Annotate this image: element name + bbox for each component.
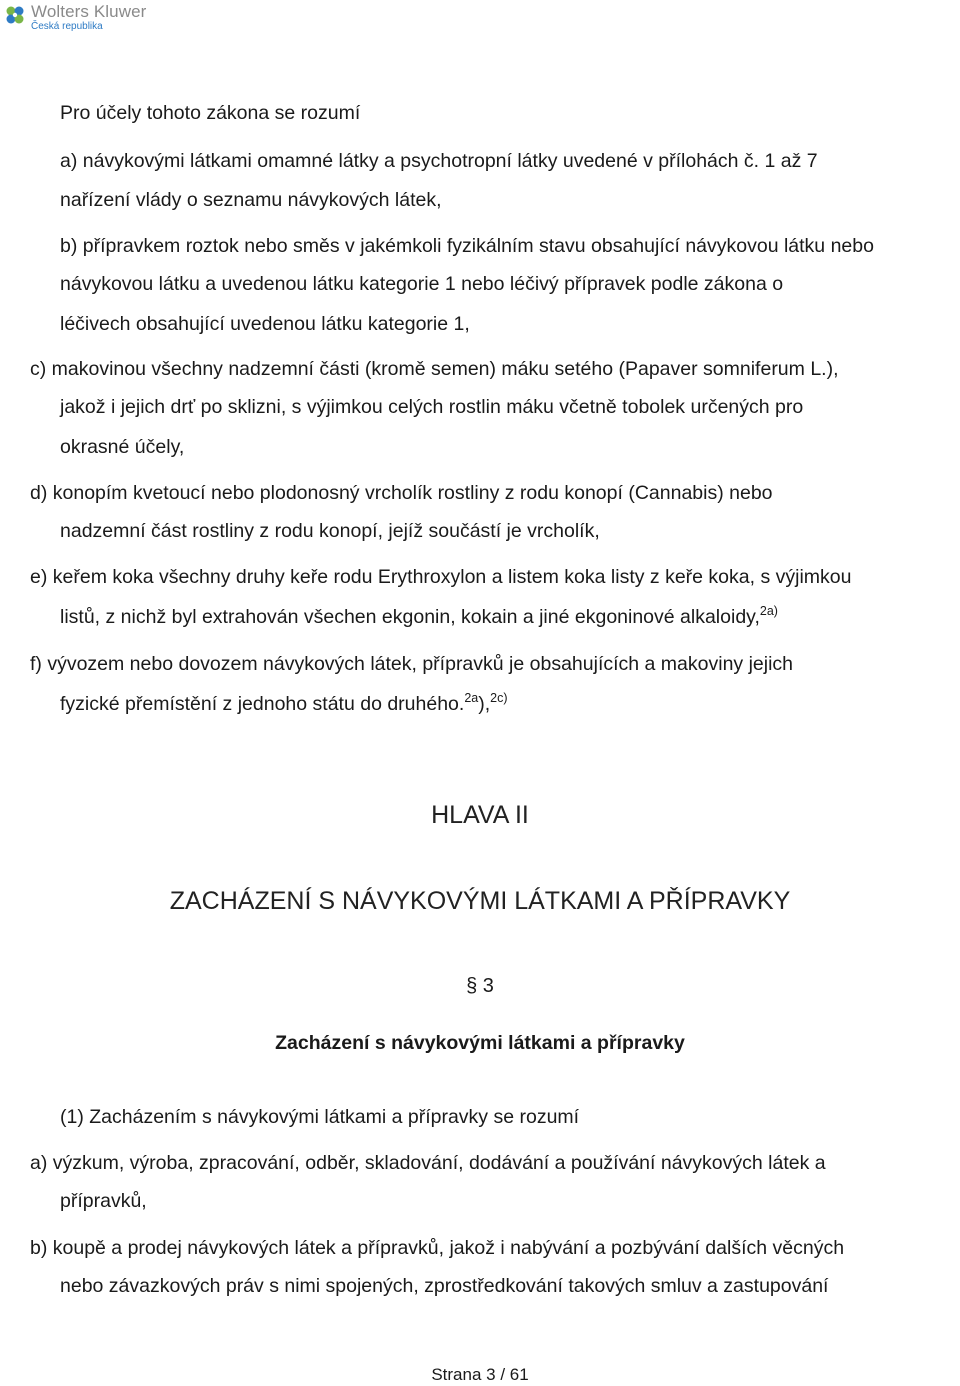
footnote-ref-2a: 2a) [759,604,778,618]
definition-f-text: fyzické přemístění z jednoho státu do druhého. [60,693,465,715]
subsection-1-a-line1: a) výzkum, výroba, zpracování, odběr, skladování, dodávání a používání návykových látek a [30,1152,826,1174]
definition-d-line1: d) konopím kvetoucí nebo plodonosný vrcholík rostliny z rodu konopí (Cannabis) nebo [30,482,773,504]
page-number: Strana 3 / 61 [431,1365,529,1384]
subsection-1-a-line2: přípravků, [60,1190,147,1212]
section-title: Zacházení s návykovými látkami a přípravky [275,1032,685,1054]
definition-b-line2: návykovou látku a uvedenou látku kategorie 1 nebo léčivý přípravek podle zákona o [60,273,784,295]
brand-name: Wolters Kluwer [31,2,147,21]
section-number: § 3 [466,975,494,997]
part-title: ZACHÁZENÍ S NÁVYKOVÝMI LÁTKAMI A PŘÍPRAVKY [169,887,791,915]
definition-e-text: listů, z nichž byl extrahován všechen ekgonin, kokain a jiné ekgoninové alkaloidy, [60,606,760,628]
definition-f-line1: f) vývozem nebo dovozem návykových látek, přípravků je obsahujících a makoviny jejich [30,653,794,675]
definition-d-line2: nadzemní část rostliny z rodu konopí, jejíž součástí je vrcholík, [60,520,600,542]
subsection-1-b-line1: b) koupě a prodej návykových látek a přípravků, jakož i nabývání a pozbývání dalších věcných [30,1237,845,1259]
publisher-logo [4,3,146,39]
definition-c-line1: c) makovinou všechny nadzemní části (kromě semen) máku setého (Papaver somniferum L.), [30,358,839,380]
subsection-1-b-line2: nebo závazkových práv s nimi spojených, zprostředkování takových smluv a zastupování [60,1275,829,1297]
definition-a-line2: nařízení vlády o seznamu návykových látek, [60,189,442,211]
definition-c-line2: jakož i jejich drť po sklizni, s výjimkou celých rostlin máku včetně tobolek určených pro [60,396,804,418]
footnote-separator: ), [478,693,491,715]
definition-f-line2 [60,693,958,716]
definition-a-line1: a) návykovými látkami omamné látky a psychotropní látky uvedené v přílohách č. 1 až 7 [60,150,818,172]
definition-b-line1: b) přípravkem roztok nebo směs v jakémkoli fyzikálním stavu obsahující návykovou látku nebo [60,235,874,257]
definition-c-line3: okrasné účely, [60,436,185,458]
definition-e-line2 [60,606,958,629]
intro-text: Pro účely tohoto zákona se rozumí [60,102,361,124]
subsection-1: (1) Zacházením s návykovými látkami a přípravky se rozumí [60,1106,580,1128]
footnote-ref-2a-f: 2a [464,691,479,705]
definition-b-line3: léčivech obsahující uvedenou látku kategorie 1, [60,313,470,335]
brand-subtitle: Česká republika [31,21,103,32]
wolters-kluwer-logo-icon [4,4,26,26]
definition-e-line1: e) keřem koka všechny druhy keře rodu Erythroxylon a listem koka listy z keře koka, s výjimkou [30,566,852,588]
part-heading: HLAVA II [431,801,529,829]
footnote-ref-2c: 2c) [490,691,508,705]
